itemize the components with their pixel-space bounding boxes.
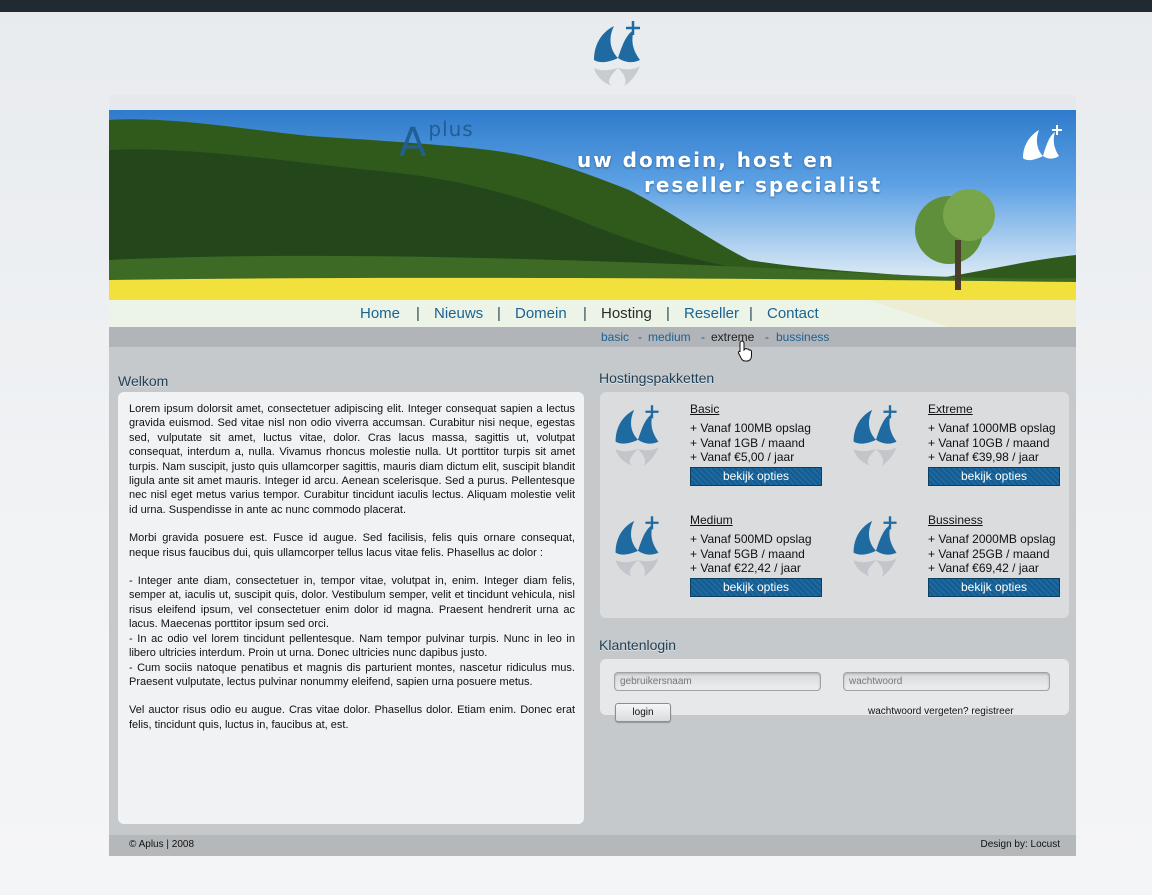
aplus-logo-icon bbox=[1021, 124, 1065, 164]
brand-logotype[interactable] bbox=[399, 117, 474, 166]
aplus-logo-icon bbox=[848, 513, 904, 581]
aplus-logo-icon bbox=[610, 402, 666, 470]
subnav-item-medium[interactable]: medium bbox=[648, 330, 691, 344]
package-feature: + Vanaf 5GB / maand bbox=[690, 547, 805, 561]
nav-item-contact[interactable]: Contact bbox=[767, 305, 819, 322]
nav-item-hosting[interactable]: Hosting bbox=[601, 305, 652, 322]
package-name-bussiness[interactable]: Bussiness bbox=[928, 513, 983, 527]
landscape-banner-image bbox=[109, 110, 1076, 327]
slogan-line-1: uw domein, host en bbox=[577, 148, 836, 172]
package-feature: + Vanaf €5,00 / jaar bbox=[690, 450, 795, 464]
nav-item-nieuws[interactable]: Nieuws bbox=[434, 305, 484, 322]
welkom-paragraph: Vel auctor risus odio eu augue. Cras vitae dolor. Phasellus dolor. Etiam enim. Donec erat felis, tincidunt quis, luctus in, faucibus at, est. bbox=[129, 704, 575, 731]
package-card-extreme bbox=[848, 392, 1078, 492]
nav-separator: | bbox=[749, 305, 753, 322]
nav-separator: | bbox=[497, 305, 501, 322]
package-feature: + Vanaf 500MD opslag bbox=[690, 532, 812, 546]
package-feature: + Vanaf 1000MB opslag bbox=[928, 421, 1056, 435]
package-feature: + Vanaf €22,42 / jaar bbox=[690, 561, 801, 575]
view-options-button-basic[interactable]: bekijk opties bbox=[690, 467, 822, 486]
aplus-logo-icon bbox=[610, 513, 666, 581]
welkom-box bbox=[118, 392, 584, 824]
package-feature: + Vanaf 100MB opslag bbox=[690, 421, 811, 435]
username-input[interactable]: gebruikersnaam bbox=[614, 672, 821, 691]
subnav-item-basic[interactable]: basic bbox=[601, 330, 630, 344]
footer-copyright: © Aplus | 2008 bbox=[129, 839, 195, 850]
package-card-medium bbox=[610, 503, 840, 603]
brand-name-main: A bbox=[399, 120, 427, 166]
nav-item-domein[interactable]: Domein bbox=[515, 305, 567, 322]
login-button[interactable]: login bbox=[615, 703, 671, 722]
package-name-medium[interactable]: Medium bbox=[690, 513, 733, 527]
hosting-packages-box bbox=[600, 392, 1069, 618]
package-card-basic bbox=[610, 392, 840, 492]
package-feature: + Vanaf 2000MB opslag bbox=[928, 532, 1056, 546]
subnav-separator: - bbox=[701, 330, 705, 344]
nav-separator: | bbox=[416, 305, 420, 322]
subnav-item-extreme[interactable]: extreme bbox=[711, 330, 755, 344]
package-feature: + Vanaf 10GB / maand bbox=[928, 436, 1050, 450]
view-options-button-medium[interactable]: bekijk opties bbox=[690, 578, 822, 597]
footer-credit: Design by: Locust bbox=[980, 839, 1060, 850]
welkom-text bbox=[129, 402, 575, 746]
brand-name-sup: plus bbox=[428, 117, 474, 141]
package-card-bussiness bbox=[848, 503, 1078, 603]
login-box bbox=[600, 659, 1069, 718]
forgot-register-links[interactable]: wachtwoord vergeten? registreer bbox=[868, 706, 1014, 717]
nav-separator: | bbox=[583, 305, 587, 322]
view-options-button-extreme[interactable]: bekijk opties bbox=[928, 467, 1060, 486]
header-banner bbox=[109, 110, 1076, 327]
welkom-paragraph: - Integer ante diam, consectetuer in, tempor vitae, volutpat in, enim. Integer diam felis, semper at, iaculis ut, suscipit quis, dolor. Vestibulum semper, velit et tincidunt vehicula, nisl risus eleifend ipsum, vel consectetuer enim dolor id magna. Praesent hendrerit urna ac lacus. Maecenas porttitor ipsum sed orci. - In ac odio vel lorem tincidunt pellentesque. Nam tempor pulvinar turpis. Nunc in leo in libero ultricies interdum. Proin ut urna. Donec ultricies nunc dapibus justo. - Cum sociis natoque penatibus et magnis dis parturient montes, nascetur ridiculus mus. Praesent vulputate, lectus pulvinar nonummy eleifend, sapien urna posuere metus. bbox=[129, 575, 575, 688]
package-feature: + Vanaf 1GB / maand bbox=[690, 436, 805, 450]
subnav-separator: - bbox=[638, 330, 642, 344]
main-nav bbox=[109, 300, 1076, 327]
package-feature: + Vanaf €69,42 / jaar bbox=[928, 561, 1039, 575]
hosting-title: Hostingspakketten bbox=[599, 370, 715, 386]
nav-item-reseller[interactable]: Reseller bbox=[684, 305, 740, 322]
login-title: Klantenlogin bbox=[599, 637, 677, 653]
welkom-paragraph: Morbi gravida posuere est. Fusce id augue. Sed facilisis, felis quis ornare consequat, neque risus faucibus dui, quis ullamcorper tellus lacus vitae felis. Phasellus ac dolor : bbox=[129, 532, 575, 559]
welkom-paragraph: Lorem ipsum dolorsit amet, consectetuer adipiscing elit. Integer consequat sapien a lectus gravida euismod. Sed vitae nisl non odio viverra accumsan. Curabitur nisi neque, egestas sed, vulputate sit amet, luctus vitae, dolor. Cras lacus massa, sagittis ut, volutpat consequat, interdum a, nulla. Vivamus rhoncus molestie nulla. Ut porttitor turpis sit amet turpis. Nam suscipit, justo quis ullamcorper sagittis, mauris diam dictum elit, suscipit blandit ligula ante sit amet mauris. Integer id arcu. Aenean scelerisque. Sed a purus. Pellentesque nec nisl eget metus varius tempor. Curabitur tincidunt iaculis lectus. Aliquam molestie velit id urna. Suspendisse in ante ac nunc commodo placerat. bbox=[129, 403, 575, 516]
aplus-logo-icon[interactable] bbox=[588, 20, 648, 88]
nav-item-home[interactable]: Home bbox=[360, 305, 401, 322]
hand-cursor-icon bbox=[737, 340, 753, 362]
password-input[interactable]: wachtwoord bbox=[843, 672, 1050, 691]
subnav-separator: - bbox=[765, 330, 769, 344]
slogan-line-2: reseller specialist bbox=[644, 173, 883, 197]
top-bar bbox=[0, 0, 1152, 12]
subnav-item-bussiness[interactable]: bussiness bbox=[776, 330, 830, 344]
page-container bbox=[109, 95, 1076, 856]
sub-nav bbox=[109, 327, 1076, 347]
container-top-strip bbox=[109, 95, 1076, 110]
package-feature: + Vanaf 25GB / maand bbox=[928, 547, 1050, 561]
package-name-basic[interactable]: Basic bbox=[690, 402, 720, 416]
view-options-button-bussiness[interactable]: bekijk opties bbox=[928, 578, 1060, 597]
aplus-logo-icon bbox=[848, 402, 904, 470]
footer bbox=[109, 835, 1076, 856]
package-feature: + Vanaf €39,98 / jaar bbox=[928, 450, 1039, 464]
nav-separator: | bbox=[666, 305, 670, 322]
package-name-extreme[interactable]: Extreme bbox=[928, 402, 973, 416]
welkom-title: Welkom bbox=[118, 373, 169, 389]
